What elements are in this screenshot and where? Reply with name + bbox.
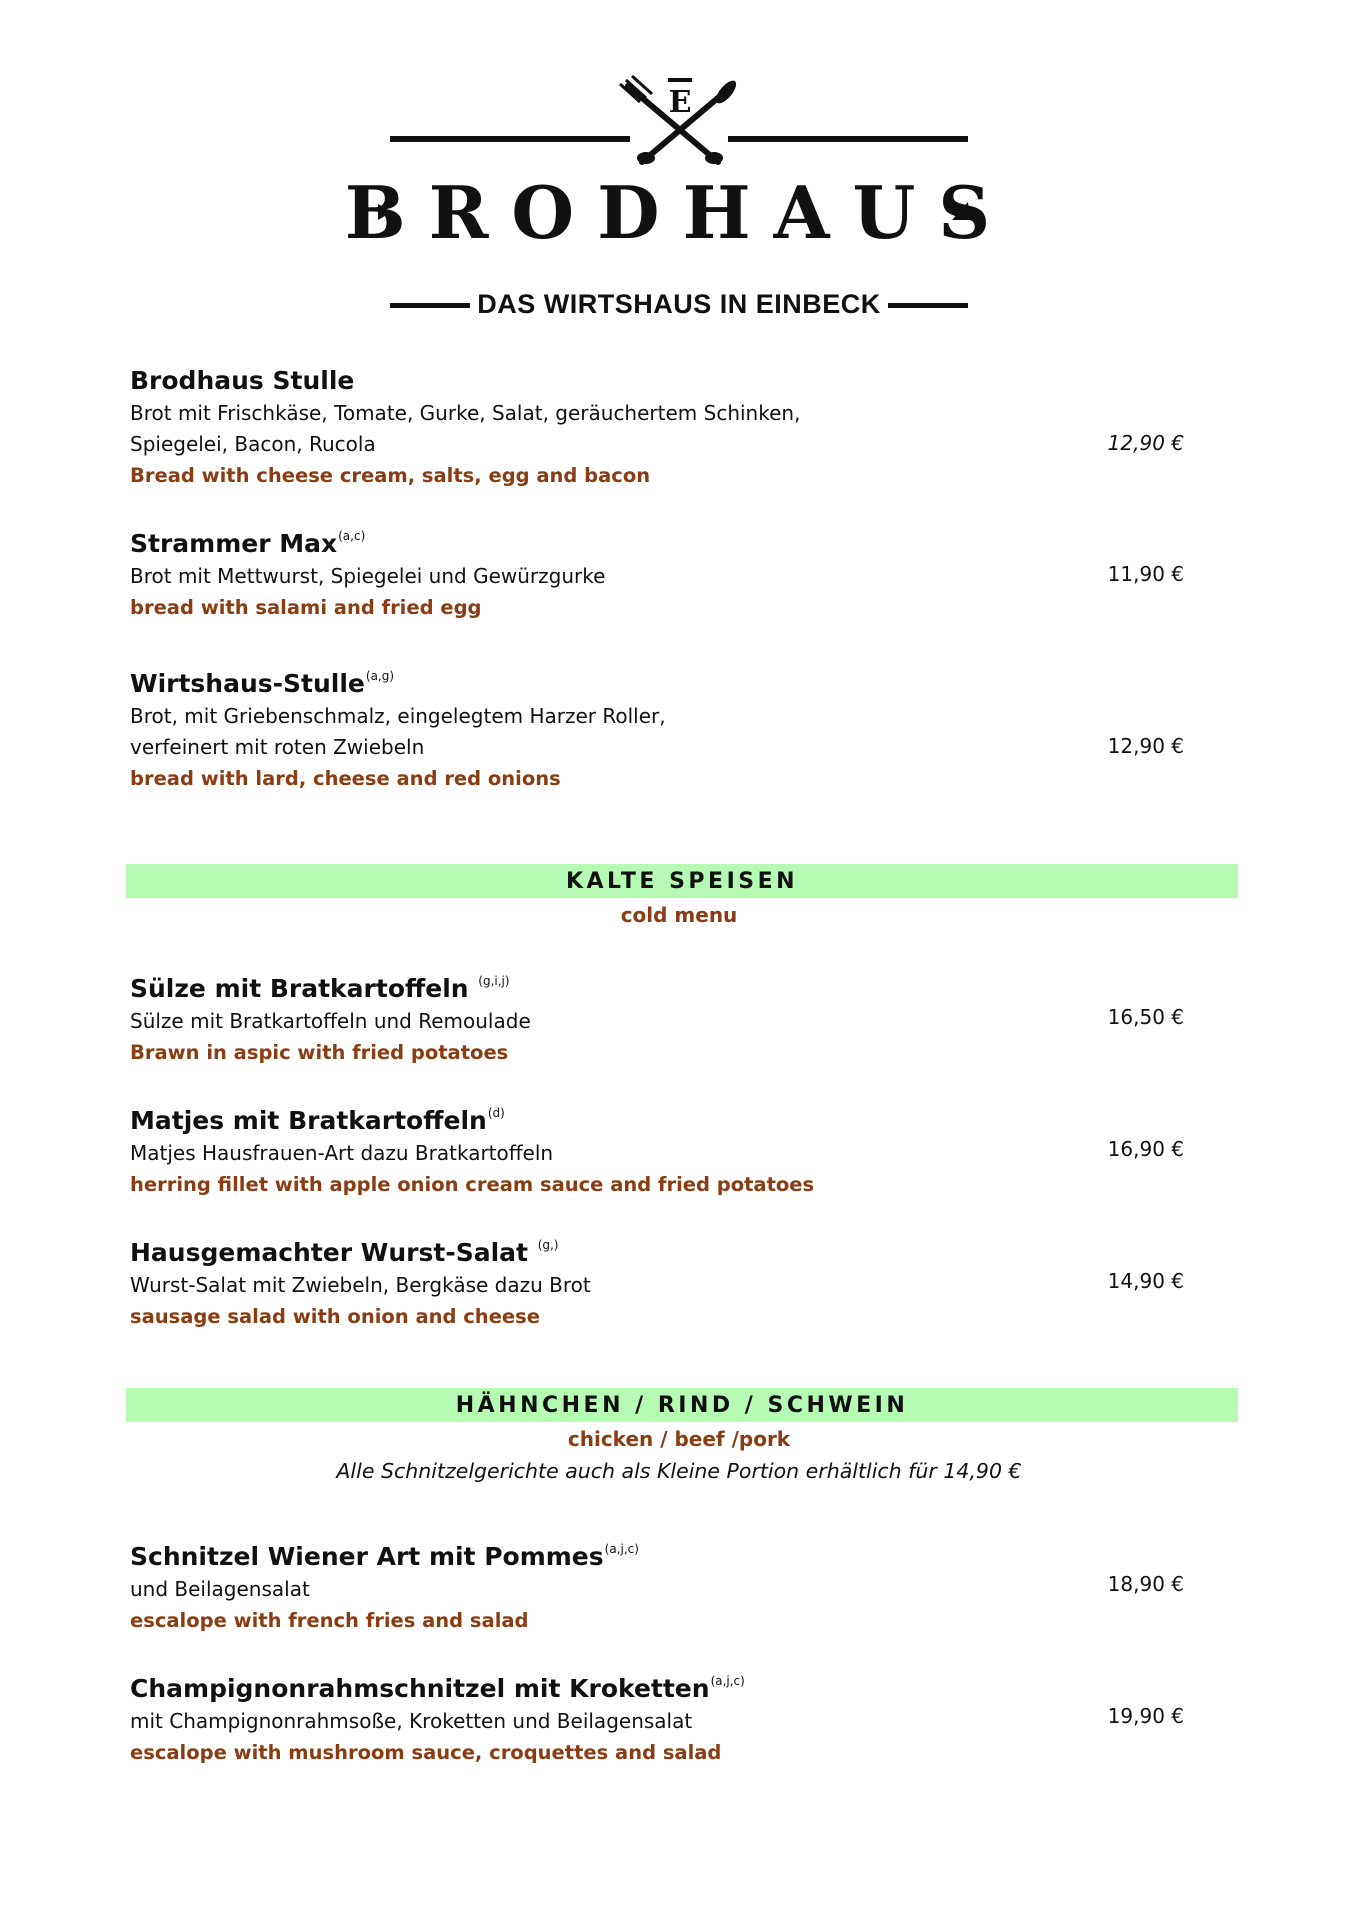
- item-name: Matjes mit Bratkartoffeln$^{(d)}$: [130, 1106, 505, 1135]
- item-description: Sülze mit Bratkartoffeln und Remoulade: [130, 1009, 531, 1033]
- item-allergens: (a,g): [365, 669, 395, 683]
- menu-item: [130, 356, 1230, 491]
- menu-item: [130, 519, 1230, 623]
- section-heading: HÄHNCHEN / RIND / SCHWEIN: [126, 1388, 1238, 1422]
- item-description: und Beilagensalat: [130, 1577, 310, 1601]
- menu-item: [130, 1532, 1230, 1636]
- item-allergens: (g,): [537, 1238, 559, 1252]
- item-price: 12,90 €: [1107, 431, 1184, 455]
- item-english: escalope with mushroom sauce, croquettes and salad: [130, 1741, 722, 1764]
- svg-text:E: E: [668, 85, 692, 120]
- section-note: Alle Schnitzelgerichte auch als Kleine Portion erhältlich für 14,90 €: [336, 1459, 1022, 1483]
- item-price: 18,90 €: [1107, 1572, 1184, 1596]
- item-english: herring fillet with apple onion cream sauce and fried potatoes: [130, 1173, 815, 1196]
- item-english: sausage salad with onion and cheese: [130, 1305, 540, 1328]
- section-heading: KALTE SPEISEN: [126, 864, 1238, 898]
- item-description: Brot, mit Griebenschmalz, eingelegtem Harzer Roller, verfeinert mit roten Zwiebeln: [130, 704, 666, 759]
- item-price: 19,90 €: [1107, 1704, 1184, 1728]
- item-name: Schnitzel Wiener Art mit Pommes$^{(a,j,c)}$: [130, 1542, 639, 1571]
- item-allergens: (a,j,c): [710, 1674, 745, 1688]
- item-name: Hausgemachter Wurst-Salat $^{(g,)}$: [130, 1238, 559, 1267]
- item-english: bread with lard, cheese and red onions: [130, 767, 561, 790]
- item-price: 16,50 €: [1107, 1005, 1184, 1029]
- item-allergens: (g,i,j): [478, 974, 510, 988]
- item-allergens: (d): [487, 1106, 505, 1120]
- item-description: Brot mit Mettwurst, Spiegelei und Gewürzgurke: [130, 564, 606, 588]
- item-english: escalope with french fries and salad: [130, 1609, 529, 1632]
- item-english: Bread with cheese cream, salts, egg and bacon: [130, 464, 651, 487]
- menu-item: [130, 1228, 1230, 1332]
- item-description: mit Champignonrahmsoße, Kroketten und Beilagensalat: [130, 1709, 693, 1733]
- item-allergens: (a,c): [338, 529, 366, 543]
- brand-name: BRODHAUS: [344, 170, 1014, 255]
- item-price: 11,90 €: [1107, 562, 1184, 586]
- item-description: Matjes Hausfrauen-Art dazu Bratkartoffeln: [130, 1141, 554, 1165]
- item-price: 14,90 €: [1107, 1269, 1184, 1293]
- item-name: Strammer Max$^{(a,c)}$: [130, 529, 366, 558]
- menu-item: [130, 964, 1230, 1068]
- menu-item: [130, 659, 1230, 794]
- item-name: Wirtshaus-Stulle$^{(a,g)}$: [130, 669, 395, 698]
- item-allergens: (a,j,c): [604, 1542, 639, 1556]
- crossed-fork-knife-crest-icon: [620, 76, 740, 164]
- item-name: Champignonrahmschnitzel mit Kroketten$^{(a,j,c)}$: [130, 1674, 745, 1703]
- item-price: 16,90 €: [1107, 1137, 1184, 1161]
- item-price: 12,90 €: [1107, 734, 1184, 758]
- item-name: Sülze mit Bratkartoffeln $^{(g,i,j)}$: [130, 974, 510, 1003]
- menu-header: [0, 0, 1358, 340]
- brand-tagline: DAS WIRTSHAUS IN EINBECK: [477, 289, 881, 319]
- item-name: Brodhaus Stulle: [130, 366, 355, 395]
- item-description: Wurst-Salat mit Zwiebeln, Bergkäse dazu Brot: [130, 1273, 591, 1297]
- section-subtitle: cold menu: [620, 903, 738, 927]
- item-english: Brawn in aspic with fried potatoes: [130, 1041, 509, 1064]
- item-english: bread with salami and fried egg: [130, 596, 482, 619]
- menu-item: [130, 1664, 1230, 1768]
- menu-item: [130, 1096, 1230, 1200]
- item-description: Brot mit Frischkäse, Tomate, Gurke, Salat, geräuchertem Schinken, Spiegelei, Bacon, Rucola: [130, 401, 801, 456]
- section-subtitle: chicken / beef /pork: [567, 1427, 791, 1451]
